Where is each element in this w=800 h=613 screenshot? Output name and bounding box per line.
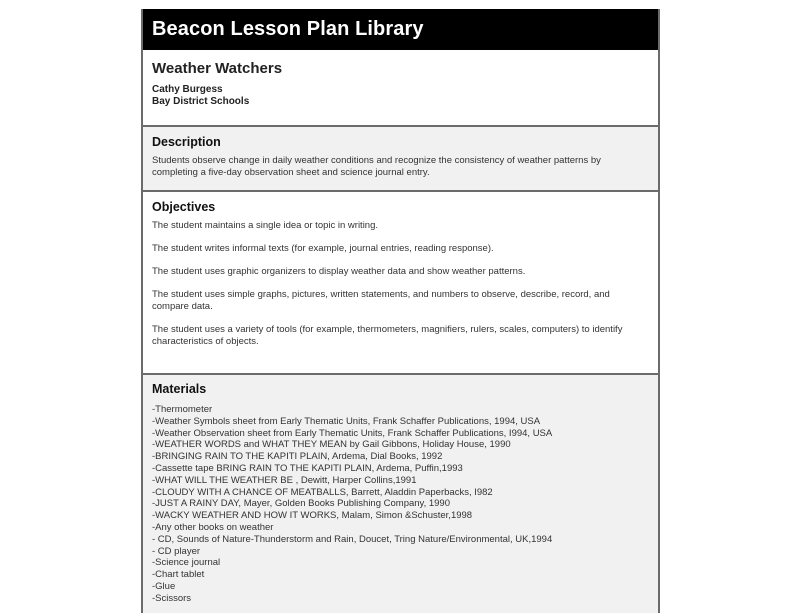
material-item: -Science journal [152,557,221,569]
objectives-heading: Objectives [152,200,216,214]
description-text: Students observe change in daily weather conditions and recognize the consistency of weather patterns by completing a five-day observation sheet and science journal entry. [152,155,601,178]
objective-item: The student writes informal texts (for example, journal entries, reading response). [152,243,494,254]
library-banner [143,9,658,50]
lesson-title: Weather Watchers [152,60,283,77]
lesson-school: Bay District Schools [152,96,250,107]
materials-heading: Materials [152,382,207,396]
material-item: - CD, Sounds of Nature-Thunderstorm and Rain, Doucet, Tring Nature/Environmental, UK,1994 [152,533,553,545]
objective-item: The student uses graphic organizers to display weather data and show weather patterns. [152,266,526,277]
lesson-header [143,50,658,125]
library-title: Beacon Lesson Plan Library [152,18,424,40]
description-section [143,125,658,190]
material-item: -Weather Observation sheet from Early Thematic Units, Frank Schaffer Publications, I994, USA [152,427,553,439]
material-item: -Thermometer [152,404,213,415]
objectives-section [143,190,658,373]
lesson-plan-page [141,9,660,613]
material-item: -Chart tablet [152,569,205,581]
material-item: -Cassette tape BRING RAIN TO THE KAPITI PLAIN, Ardema, Puffin,1993 [152,462,463,474]
material-item: -CLOUDY WITH A CHANCE OF MEATBALLS, Barrett, Aladdin Paperbacks, I982 [152,486,493,498]
material-item: -WHAT WILL THE WEATHER BE , Dewitt, Harper Collins,1991 [152,474,417,486]
material-item: -Scissors [152,592,192,604]
material-item: -WEATHER WORDS and WHAT THEY MEAN by Gail Gibbons, Holiday House, 1990 [152,439,511,451]
material-item: -Weather Symbols sheet from Early Thematic Units, Frank Schaffer Publications, 1994, USA [152,415,541,427]
material-item: -JUST A RAINY DAY, Mayer, Golden Books Publishing Company, 1990 [152,498,450,510]
material-item: -Glue [152,580,176,592]
objective-item: The student uses a variety of tools (for example, thermometers, magnifiers, rulers, scales, computers) to identify characteristics of objects. [152,324,623,347]
material-item: - CD player [152,545,201,557]
materials-section [143,373,658,613]
material-item: -WACKY WEATHER AND HOW IT WORKS, Malam, Simon &Schuster,1998 [152,510,473,522]
objective-item: The student maintains a single idea or topic in writing. [152,220,379,231]
material-item: -Any other books on weather [152,521,274,533]
description-heading: Description [152,135,221,149]
objective-item: The student uses simple graphs, pictures, written statements, and numbers to observe, describe, record, and compare data. [152,289,610,312]
material-item: -BRINGING RAIN TO THE KAPITI PLAIN, Ardema, Dial Books, 1992 [152,451,443,463]
lesson-author: Cathy Burgess [152,84,223,95]
